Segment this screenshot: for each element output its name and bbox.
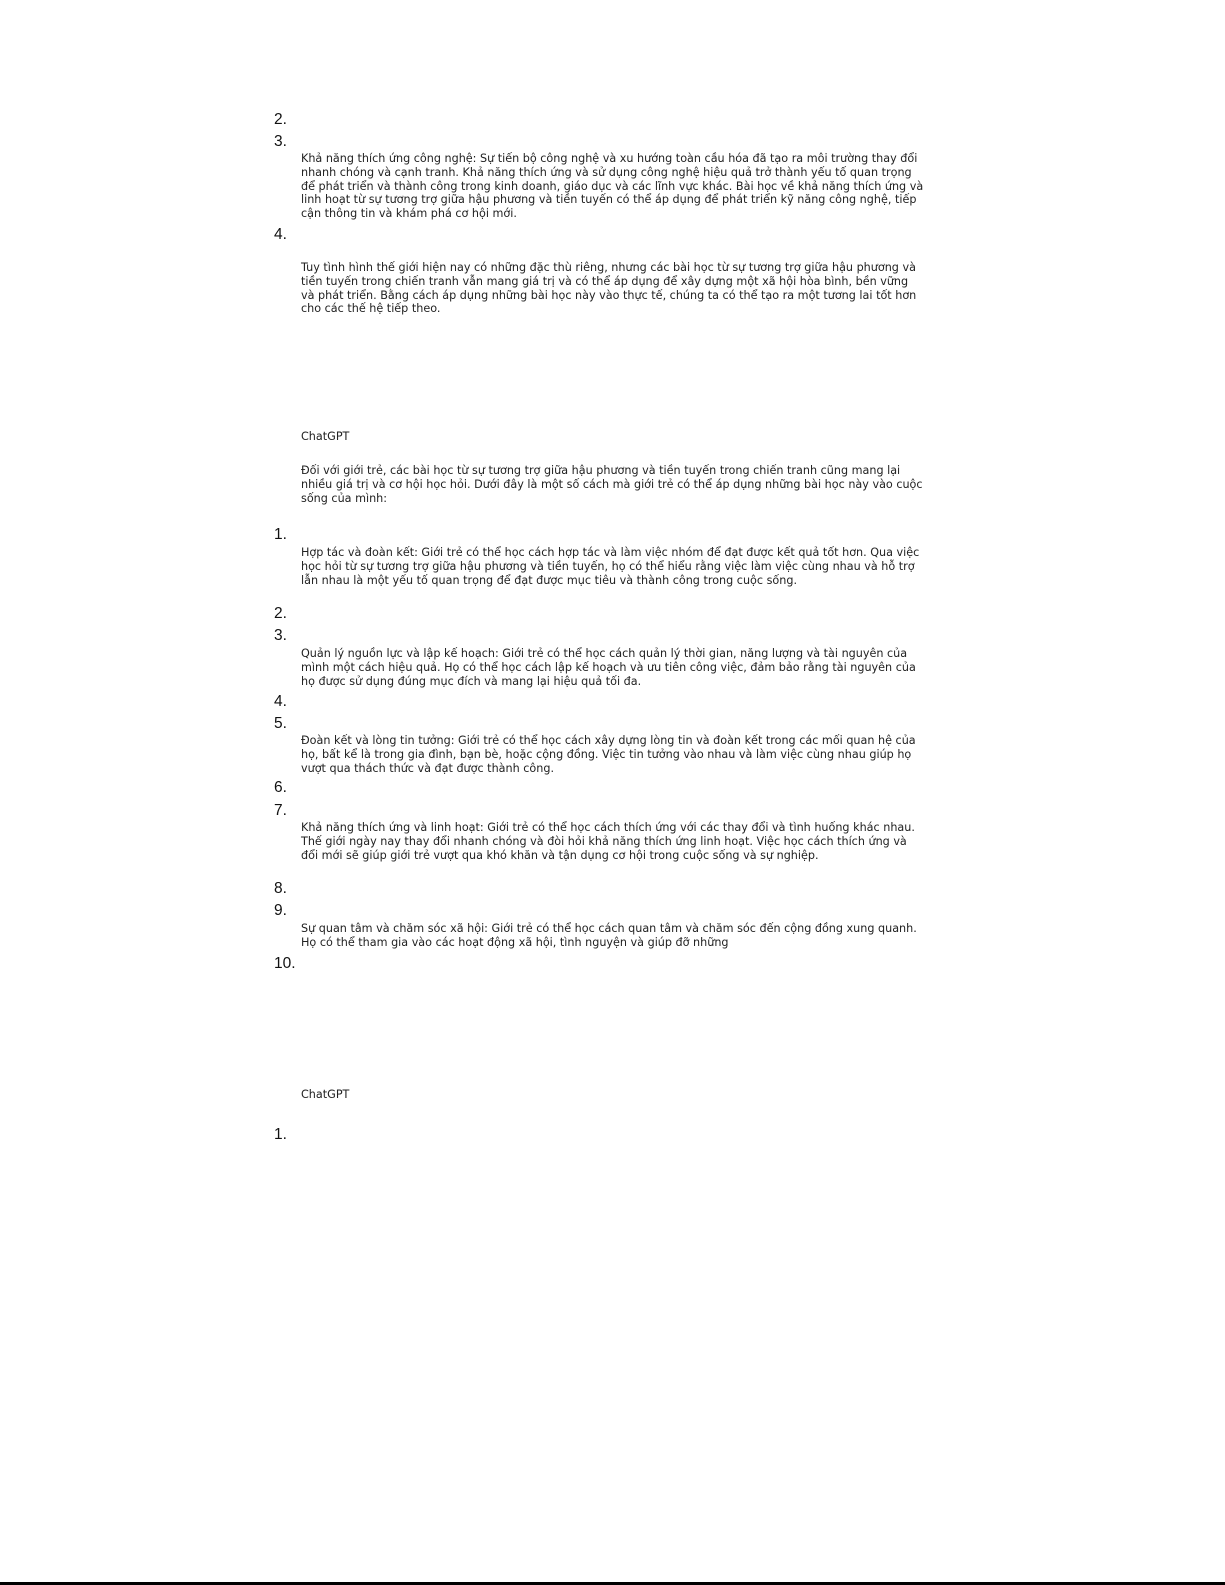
paragraph-cooperation: Hợp tác và đoàn kết: Giới trẻ có thể học cách hợp tác và làm việc nhóm để đạt được kết quả tốt hơn. Qua việc học hỏi từ sự tương trợ giữa hậu phương và tiền tuyến, họ có thể hiểu rằng việc làm việc cùng nhau và hỗ trợ lẫn nhau là một yếu tố quan trọng để đạt được mục tiêu và thành công trong cuộc sống. [301, 546, 920, 587]
paragraph-technology-adaptability: Khả năng thích ứng công nghệ: Sự tiến bộ công nghệ và xu hướng toàn cầu hóa đã tạo ra môi trường thay đổi nhanh chóng và cạnh tranh. Khả năng thích ứng và sử dụng công nghệ hiệu quả trở thành yếu tố quan trọng để phát triển và thành công trong kinh doanh, giáo dục và các lĩnh vực khác. Bài học về khả năng thích ứng và linh hoạt từ sự tương trợ giữa hậu phương và tiền tuyến có thể áp dụng để phát triển kỹ năng công nghệ, tiếp cận thông tin và khám phá cơ hội mới. [301, 152, 924, 221]
paragraph-intro: Đối với giới trẻ, các bài học từ sự tương trợ giữa hậu phương và tiền tuyến trong chiến tranh cũng mang lại nhiều giá trị và cơ hội học hỏi. Dưới đây là một số cách mà giới trẻ có thể áp dụng những bài học này vào cuộc sống của mình: [301, 464, 923, 505]
list-number: 2. [274, 111, 287, 128]
list-number: 4. [274, 226, 287, 243]
paragraph-trust: Đoàn kết và lòng tin tưởng: Giới trẻ có thể học cách xây dựng lòng tin và đoàn kết trong các mối quan hệ của họ, bất kể là trong gia đình, bạn bè, hoặc cộng đồng. Việc tin tưởng vào nhau và làm việc cùng nhau giúp họ vượt qua thách thức và đạt được thành công. [301, 734, 916, 775]
paragraph-adaptability: Khả năng thích ứng và linh hoạt: Giới trẻ có thể học cách thích ứng với các thay đổi và tình huống khác nhau. Thế giới ngày nay thay đổi nhanh chóng và đòi hỏi khả năng thích ứng linh hoạt. Việc học cách thích ứng và đổi mới sẽ giúp giới trẻ vượt qua khó khăn và tận dụng cơ hội trong cuộc sống và sự nghiệp. [301, 821, 915, 862]
speaker-label: ChatGPT [301, 1088, 350, 1101]
list-number: 4. [274, 693, 287, 710]
list-number: 5. [274, 715, 287, 732]
list-number: 7. [274, 802, 287, 819]
list-number: 9. [274, 902, 287, 919]
list-number: 6. [274, 779, 287, 796]
list-number: 10. [274, 955, 296, 972]
speaker-label: ChatGPT [301, 430, 350, 443]
list-number: 1. [274, 526, 287, 543]
list-number: 3. [274, 133, 287, 150]
list-number: 2. [274, 605, 287, 622]
list-number: 1. [274, 1126, 287, 1143]
paragraph-resource-management: Quản lý nguồn lực và lập kế hoạch: Giới trẻ có thể học cách quản lý thời gian, năng lượng và tài nguyên của mình một cách hiệu quả. Họ có thể học cách lập kế hoạch và ưu tiên công việc, đảm bảo rằng tài nguyên của họ được sử dụng đúng mục đích và mang lại hiệu quả tối đa. [301, 647, 916, 688]
paragraph-social-care: Sự quan tâm và chăm sóc xã hội: Giới trẻ có thể học cách quan tâm và chăm sóc đến cộng đồng xung quanh. Họ có thể tham gia vào các hoạt động xã hội, tình nguyện và giúp đỡ những [301, 922, 917, 949]
paragraph-conclusion: Tuy tình hình thế giới hiện nay có những đặc thù riêng, nhưng các bài học từ sự tương trợ giữa hậu phương và tiền tuyến trong chiến tranh vẫn mang giá trị và có thể áp dụng để xây dựng một xã hội hòa bình, bền vững và phát triển. Bằng cách áp dụng những bài học này vào thực tế, chúng ta có thể tạo ra một tương lai tốt hơn cho các thế hệ tiếp theo. [301, 261, 917, 316]
list-number: 8. [274, 880, 287, 897]
list-number: 3. [274, 627, 287, 644]
